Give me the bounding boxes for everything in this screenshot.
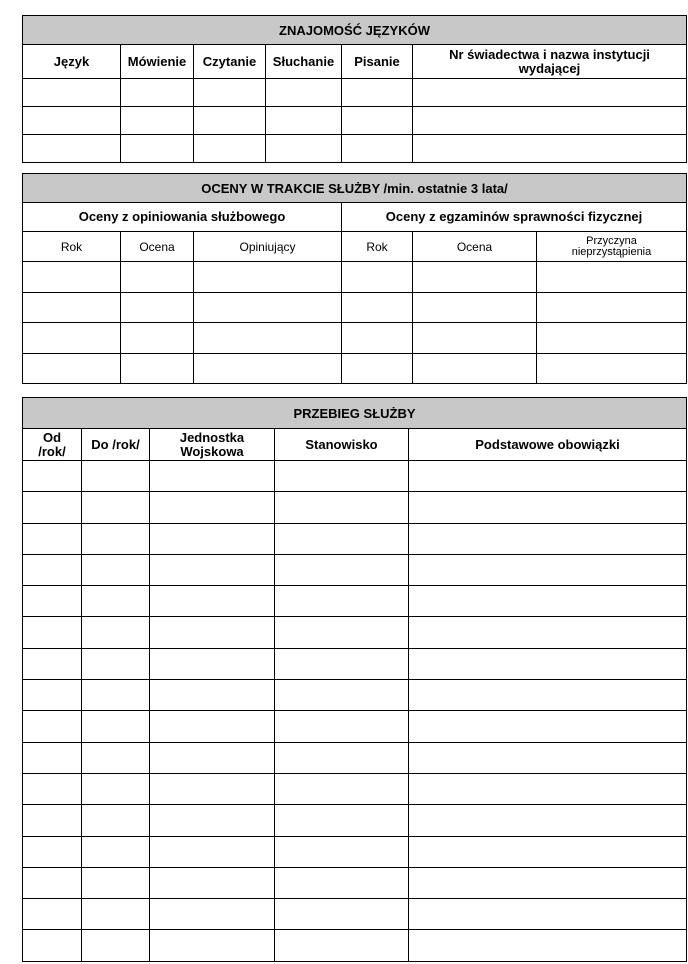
form-cell[interactable] [23, 617, 82, 648]
form-cell[interactable] [275, 930, 409, 961]
service-table [22, 397, 687, 962]
table-row [23, 554, 687, 585]
form-cell[interactable] [413, 262, 537, 293]
form-cell[interactable] [150, 523, 275, 554]
group-egzaminy: Oceny z egzaminów sprawności fizycznej [342, 203, 687, 232]
form-cell[interactable] [23, 867, 82, 898]
ratings-section [22, 173, 687, 384]
form-cell[interactable] [23, 135, 121, 163]
form-cell[interactable] [194, 79, 266, 107]
form-cell[interactable] [23, 648, 82, 679]
header-rok-right: Rok [342, 232, 413, 262]
table-row [23, 492, 687, 523]
form-cell[interactable] [537, 262, 687, 293]
group-opiniowanie: Oceny z opiniowania służbowego [23, 203, 342, 232]
form-cell[interactable] [194, 292, 342, 323]
ratings-table [22, 173, 687, 384]
table-row [23, 262, 687, 293]
form-cell[interactable] [82, 899, 150, 930]
form-cell[interactable] [121, 135, 194, 163]
form-cell[interactable] [150, 930, 275, 961]
form-cell[interactable] [150, 805, 275, 836]
form-cell[interactable] [409, 805, 687, 836]
form-cell[interactable] [409, 680, 687, 711]
header-obowiazki: Podstawowe obowiązki [409, 429, 687, 461]
form-cell[interactable] [275, 867, 409, 898]
form-cell[interactable] [23, 805, 82, 836]
table-row [23, 711, 687, 742]
table-row [23, 773, 687, 804]
header-mowienie: Mówienie [121, 45, 194, 79]
form-cell[interactable] [23, 523, 82, 554]
form-cell[interactable] [275, 742, 409, 773]
form-cell[interactable] [409, 586, 687, 617]
form-cell[interactable] [537, 292, 687, 323]
form-cell[interactable] [409, 930, 687, 961]
form-cell[interactable] [409, 523, 687, 554]
form-cell[interactable] [23, 79, 121, 107]
service-body [23, 461, 687, 962]
table-row [23, 292, 687, 323]
form-cell[interactable] [275, 461, 409, 492]
form-cell[interactable] [23, 262, 121, 293]
form-cell[interactable] [82, 867, 150, 898]
languages-body [23, 79, 687, 163]
header-do: Do /rok/ [82, 429, 150, 461]
form-cell[interactable] [23, 353, 121, 384]
form-cell[interactable] [82, 680, 150, 711]
form-cell[interactable] [23, 292, 121, 323]
form-cell[interactable] [82, 586, 150, 617]
form-cell[interactable] [23, 680, 82, 711]
form-cell[interactable] [23, 554, 82, 585]
form-cell[interactable] [23, 930, 82, 961]
form-cell[interactable] [82, 461, 150, 492]
form-cell[interactable] [194, 107, 266, 135]
form-cell[interactable] [342, 353, 413, 384]
form-cell[interactable] [275, 680, 409, 711]
languages-table [22, 15, 687, 163]
form-cell[interactable] [194, 353, 342, 384]
header-sluchanie: Słuchanie [266, 45, 342, 79]
form-cell[interactable] [150, 617, 275, 648]
form-cell[interactable] [82, 554, 150, 585]
form-cell[interactable] [150, 899, 275, 930]
form-cell[interactable] [82, 836, 150, 867]
form-cell[interactable] [266, 135, 342, 163]
form-cell[interactable] [275, 899, 409, 930]
service-section [22, 397, 687, 962]
table-row [23, 805, 687, 836]
table-row [23, 836, 687, 867]
table-row [23, 107, 687, 135]
form-cell[interactable] [82, 773, 150, 804]
header-opiniujacy: Opiniujący [194, 232, 342, 262]
form-cell[interactable] [150, 711, 275, 742]
form-cell[interactable] [409, 617, 687, 648]
table-row [23, 135, 687, 163]
form-cell[interactable] [409, 773, 687, 804]
form-cell[interactable] [23, 773, 82, 804]
table-row [23, 648, 687, 679]
form-cell[interactable] [82, 648, 150, 679]
form-cell[interactable] [82, 523, 150, 554]
table-row [23, 680, 687, 711]
form-cell[interactable] [23, 899, 82, 930]
table-row [23, 523, 687, 554]
header-ocena-right: Ocena [413, 232, 537, 262]
table-row [23, 867, 687, 898]
form-cell[interactable] [413, 323, 537, 354]
table-row [23, 930, 687, 961]
form-cell[interactable] [409, 836, 687, 867]
table-row [23, 461, 687, 492]
form-cell[interactable] [150, 648, 275, 679]
header-stanowisko: Stanowisko [275, 429, 409, 461]
form-cell[interactable] [121, 79, 194, 107]
table-row [23, 617, 687, 648]
form-cell[interactable] [275, 773, 409, 804]
header-przyczyna: Przyczyna nieprzystąpienia [537, 232, 687, 262]
table-row [23, 353, 687, 384]
languages-title: ZNAJOMOŚĆ JĘZYKÓW [23, 16, 687, 45]
header-jednostka: Jednostka Wojskowa [150, 429, 275, 461]
ratings-body [23, 262, 687, 384]
form-cell[interactable] [266, 79, 342, 107]
form-cell[interactable] [150, 742, 275, 773]
form-cell[interactable] [23, 323, 121, 354]
form-cell[interactable] [121, 353, 194, 384]
table-row [23, 742, 687, 773]
form-cell[interactable] [409, 492, 687, 523]
form-cell[interactable] [342, 135, 413, 163]
table-row [23, 323, 687, 354]
form-cell[interactable] [121, 107, 194, 135]
form-cell[interactable] [194, 323, 342, 354]
form-cell[interactable] [409, 461, 687, 492]
form-cell[interactable] [23, 836, 82, 867]
form-cell[interactable] [275, 711, 409, 742]
form-cell[interactable] [275, 586, 409, 617]
form-cell[interactable] [275, 492, 409, 523]
header-nr-swiadectwa: Nr świadectwa i nazwa instytucji wydającej [413, 45, 687, 79]
form-cell[interactable] [150, 836, 275, 867]
form-cell[interactable] [82, 711, 150, 742]
form-cell[interactable] [121, 323, 194, 354]
form-cell[interactable] [409, 711, 687, 742]
form-cell[interactable] [342, 262, 413, 293]
form-cell[interactable] [150, 773, 275, 804]
header-pisanie: Pisanie [342, 45, 413, 79]
form-cell[interactable] [275, 805, 409, 836]
header-od: Od /rok/ [23, 429, 82, 461]
form-cell[interactable] [409, 742, 687, 773]
form-cell[interactable] [342, 292, 413, 323]
form-cell[interactable] [342, 323, 413, 354]
table-row [23, 899, 687, 930]
table-row [23, 586, 687, 617]
ratings-title: OCENY W TRAKCIE SŁUŻBY /min. ostatnie 3 lata/ [23, 174, 687, 203]
form-cell[interactable] [23, 586, 82, 617]
form-cell[interactable] [342, 107, 413, 135]
form-cell[interactable] [82, 492, 150, 523]
form-cell[interactable] [537, 323, 687, 354]
form-cell[interactable] [82, 805, 150, 836]
form-cell[interactable] [23, 742, 82, 773]
form-cell[interactable] [275, 836, 409, 867]
form-cell[interactable] [150, 680, 275, 711]
form-cell[interactable] [82, 742, 150, 773]
form-cell[interactable] [275, 617, 409, 648]
form-cell[interactable] [342, 79, 413, 107]
form-cell[interactable] [413, 353, 537, 384]
table-row [23, 79, 687, 107]
form-cell[interactable] [409, 554, 687, 585]
form-cell[interactable] [150, 492, 275, 523]
form-cell[interactable] [23, 107, 121, 135]
form-cell[interactable] [121, 262, 194, 293]
form-cell[interactable] [150, 554, 275, 585]
header-ocena-left: Ocena [121, 232, 194, 262]
form-cell[interactable] [409, 867, 687, 898]
form-cell[interactable] [23, 711, 82, 742]
header-rok-left: Rok [23, 232, 121, 262]
form-cell[interactable] [413, 292, 537, 323]
form-cell[interactable] [275, 554, 409, 585]
form-cell[interactable] [275, 648, 409, 679]
header-czytanie: Czytanie [194, 45, 266, 79]
form-cell[interactable] [413, 79, 687, 107]
form-cell[interactable] [150, 867, 275, 898]
form-cell[interactable] [23, 492, 82, 523]
form-cell[interactable] [413, 107, 687, 135]
service-title: PRZEBIEG SŁUŻBY [23, 398, 687, 429]
languages-section [22, 15, 687, 163]
header-jezyk: Język [23, 45, 121, 79]
form-cell[interactable] [82, 930, 150, 961]
form-cell[interactable] [194, 135, 266, 163]
form-cell[interactable] [413, 135, 687, 163]
form-cell[interactable] [150, 461, 275, 492]
form-cell[interactable] [121, 292, 194, 323]
form-cell[interactable] [409, 648, 687, 679]
form-cell[interactable] [275, 523, 409, 554]
form-cell[interactable] [409, 899, 687, 930]
form-cell[interactable] [537, 353, 687, 384]
form-cell[interactable] [194, 262, 342, 293]
form-cell[interactable] [23, 461, 82, 492]
form-cell[interactable] [150, 586, 275, 617]
form-cell[interactable] [82, 617, 150, 648]
form-cell[interactable] [266, 107, 342, 135]
